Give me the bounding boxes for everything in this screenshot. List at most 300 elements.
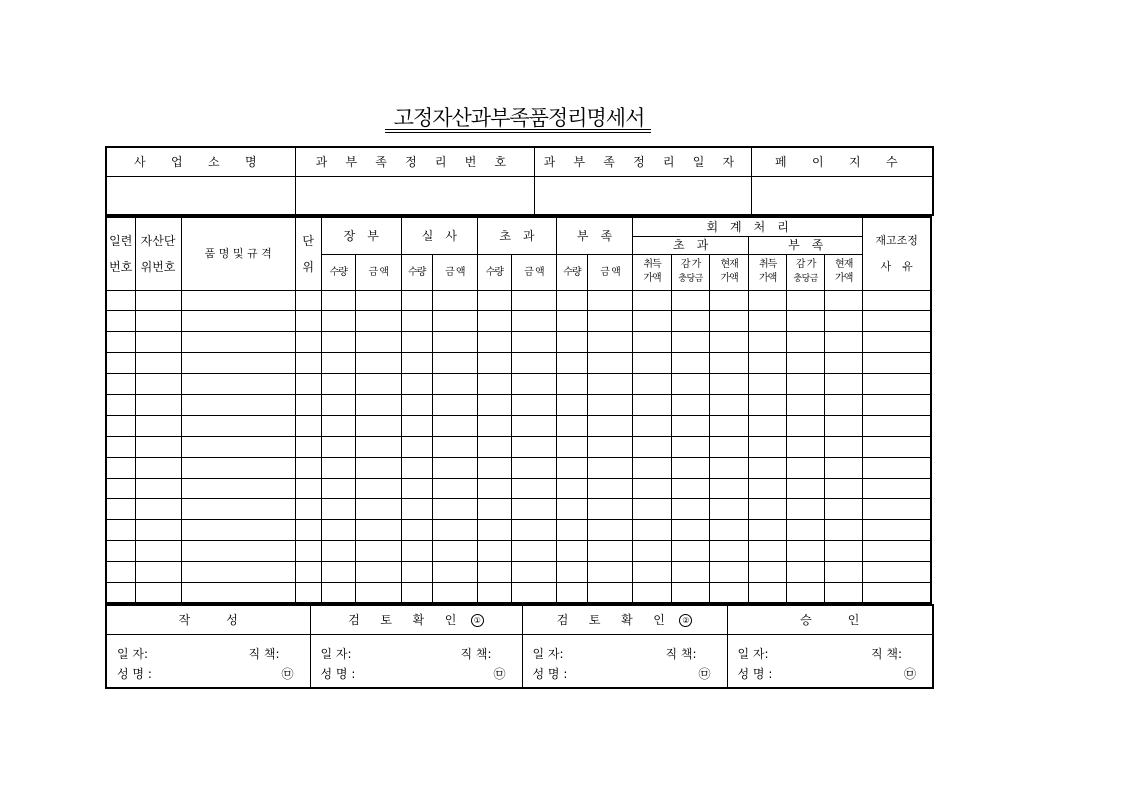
- table-cell[interactable]: [295, 457, 321, 478]
- table-cell[interactable]: [181, 394, 295, 415]
- table-cell[interactable]: [295, 353, 321, 374]
- table-cell[interactable]: [432, 353, 477, 374]
- table-cell[interactable]: [511, 457, 556, 478]
- table-cell[interactable]: [321, 394, 355, 415]
- table-cell[interactable]: [135, 457, 181, 478]
- table-cell[interactable]: [135, 332, 181, 353]
- table-cell[interactable]: [106, 290, 135, 311]
- table-cell[interactable]: [710, 541, 749, 562]
- table-cell[interactable]: [106, 582, 135, 603]
- table-cell[interactable]: [825, 332, 863, 353]
- table-cell[interactable]: [587, 457, 632, 478]
- seal-icon: ㉤: [281, 666, 294, 681]
- table-cell[interactable]: [135, 478, 181, 499]
- table-cell[interactable]: [295, 520, 321, 541]
- table-cell[interactable]: [401, 582, 432, 603]
- table-cell[interactable]: [106, 311, 135, 332]
- table-cell[interactable]: [556, 541, 587, 562]
- table-cell[interactable]: [863, 415, 931, 436]
- table-cell[interactable]: [355, 353, 401, 374]
- table-cell[interactable]: [633, 415, 672, 436]
- table-cell[interactable]: [710, 457, 749, 478]
- table-cell[interactable]: [556, 374, 587, 395]
- table-cell[interactable]: [749, 332, 787, 353]
- table-cell[interactable]: [556, 562, 587, 583]
- table-cell[interactable]: [355, 562, 401, 583]
- table-cell[interactable]: [787, 562, 825, 583]
- table-cell[interactable]: [321, 436, 355, 457]
- table-cell[interactable]: [295, 499, 321, 520]
- table-cell[interactable]: [477, 541, 511, 562]
- table-cell[interactable]: [556, 582, 587, 603]
- table-cell[interactable]: [587, 374, 632, 395]
- table-cell[interactable]: [633, 457, 672, 478]
- table-cell[interactable]: [355, 582, 401, 603]
- table-cell[interactable]: [477, 478, 511, 499]
- table-cell[interactable]: [295, 541, 321, 562]
- table-cell[interactable]: [556, 290, 587, 311]
- table-cell[interactable]: [295, 478, 321, 499]
- table-cell[interactable]: [511, 332, 556, 353]
- table-cell[interactable]: [432, 290, 477, 311]
- table-cell[interactable]: [355, 374, 401, 395]
- table-cell[interactable]: [787, 541, 825, 562]
- shortage-qty-header: 수량: [556, 254, 587, 290]
- table-cell[interactable]: [633, 394, 672, 415]
- table-cell[interactable]: [511, 541, 556, 562]
- table-cell[interactable]: [355, 290, 401, 311]
- table-cell[interactable]: [401, 353, 432, 374]
- table-cell[interactable]: [556, 353, 587, 374]
- table-cell[interactable]: [672, 374, 710, 395]
- table-cell[interactable]: [556, 457, 587, 478]
- table-cell[interactable]: [511, 415, 556, 436]
- review1-name-cell[interactable]: 성 명 : ㉤: [310, 661, 522, 688]
- table-cell[interactable]: [633, 541, 672, 562]
- table-cell[interactable]: [106, 520, 135, 541]
- table-cell[interactable]: [556, 394, 587, 415]
- table-cell[interactable]: [355, 541, 401, 562]
- table-cell[interactable]: [106, 415, 135, 436]
- table-cell[interactable]: [511, 394, 556, 415]
- table-cell[interactable]: [787, 520, 825, 541]
- table-cell[interactable]: [672, 394, 710, 415]
- table-cell[interactable]: [181, 499, 295, 520]
- table-cell[interactable]: [749, 541, 787, 562]
- table-cell[interactable]: [863, 332, 931, 353]
- table-cell[interactable]: [321, 520, 355, 541]
- table-cell[interactable]: [401, 415, 432, 436]
- table-cell[interactable]: [135, 415, 181, 436]
- table-cell[interactable]: [863, 541, 931, 562]
- table-cell[interactable]: [511, 311, 556, 332]
- table-cell[interactable]: [672, 353, 710, 374]
- table-cell[interactable]: [825, 290, 863, 311]
- table-cell[interactable]: [556, 478, 587, 499]
- table-cell[interactable]: [181, 353, 295, 374]
- table-cell[interactable]: [477, 499, 511, 520]
- table-cell[interactable]: [432, 394, 477, 415]
- table-cell[interactable]: [863, 520, 931, 541]
- table-cell[interactable]: [710, 436, 749, 457]
- table-cell[interactable]: [477, 436, 511, 457]
- table-cell[interactable]: [295, 394, 321, 415]
- approval-name-cell[interactable]: 성 명 : ㉤: [727, 661, 933, 688]
- table-cell[interactable]: [432, 415, 477, 436]
- table-cell[interactable]: [710, 415, 749, 436]
- table-cell[interactable]: [355, 394, 401, 415]
- table-cell[interactable]: [587, 311, 632, 332]
- table-cell[interactable]: [321, 562, 355, 583]
- table-cell[interactable]: [825, 541, 863, 562]
- table-cell[interactable]: [432, 311, 477, 332]
- table-cell[interactable]: [135, 499, 181, 520]
- table-cell[interactable]: [787, 582, 825, 603]
- table-cell[interactable]: [181, 541, 295, 562]
- table-cell[interactable]: [710, 562, 749, 583]
- table-cell[interactable]: [295, 332, 321, 353]
- table-cell[interactable]: [787, 353, 825, 374]
- table-cell[interactable]: [401, 520, 432, 541]
- table-cell[interactable]: [135, 582, 181, 603]
- table-cell[interactable]: [181, 311, 295, 332]
- table-cell[interactable]: [672, 541, 710, 562]
- table-cell[interactable]: [863, 394, 931, 415]
- table-row: [106, 436, 931, 457]
- table-cell[interactable]: [432, 457, 477, 478]
- table-cell[interactable]: [672, 478, 710, 499]
- table-cell[interactable]: [511, 374, 556, 395]
- table-cell[interactable]: [106, 478, 135, 499]
- table-cell[interactable]: [556, 332, 587, 353]
- table-cell[interactable]: [672, 415, 710, 436]
- table-cell[interactable]: [401, 394, 432, 415]
- table-cell[interactable]: [825, 353, 863, 374]
- table-cell[interactable]: [135, 353, 181, 374]
- table-cell[interactable]: [633, 499, 672, 520]
- table-cell[interactable]: [135, 374, 181, 395]
- table-cell[interactable]: [355, 311, 401, 332]
- table-cell[interactable]: [135, 541, 181, 562]
- table-cell[interactable]: [749, 457, 787, 478]
- table-cell[interactable]: [749, 436, 787, 457]
- table-cell[interactable]: [181, 478, 295, 499]
- table-cell[interactable]: [863, 562, 931, 583]
- table-cell[interactable]: [321, 415, 355, 436]
- table-cell[interactable]: [401, 311, 432, 332]
- table-cell[interactable]: [106, 394, 135, 415]
- table-cell[interactable]: [710, 374, 749, 395]
- table-cell[interactable]: [633, 436, 672, 457]
- table-cell[interactable]: [477, 582, 511, 603]
- table-cell[interactable]: [710, 394, 749, 415]
- table-cell[interactable]: [710, 582, 749, 603]
- table-cell[interactable]: [825, 436, 863, 457]
- approval-date-cell[interactable]: 일 자: 직 책:: [727, 634, 933, 661]
- table-cell[interactable]: [825, 457, 863, 478]
- table-cell[interactable]: [477, 562, 511, 583]
- table-cell[interactable]: [749, 374, 787, 395]
- table-cell[interactable]: [633, 311, 672, 332]
- table-cell[interactable]: [135, 520, 181, 541]
- table-cell[interactable]: [825, 478, 863, 499]
- table-cell[interactable]: [477, 520, 511, 541]
- table-cell[interactable]: [295, 290, 321, 311]
- table-cell[interactable]: [863, 290, 931, 311]
- table-cell[interactable]: [432, 332, 477, 353]
- table-cell[interactable]: [787, 332, 825, 353]
- table-cell[interactable]: [749, 394, 787, 415]
- table-cell[interactable]: [825, 582, 863, 603]
- table-cell[interactable]: [295, 374, 321, 395]
- table-cell[interactable]: [672, 562, 710, 583]
- table-cell[interactable]: [587, 499, 632, 520]
- table-cell[interactable]: [181, 290, 295, 311]
- adjust-number-field[interactable]: [295, 176, 534, 215]
- table-cell[interactable]: [321, 457, 355, 478]
- table-cell[interactable]: [321, 374, 355, 395]
- table-cell[interactable]: [355, 499, 401, 520]
- table-cell[interactable]: [787, 499, 825, 520]
- table-cell[interactable]: [787, 415, 825, 436]
- table-cell[interactable]: [295, 311, 321, 332]
- table-cell[interactable]: [321, 290, 355, 311]
- table-cell[interactable]: [787, 457, 825, 478]
- table-cell[interactable]: [432, 562, 477, 583]
- table-cell[interactable]: [401, 478, 432, 499]
- table-cell[interactable]: [587, 582, 632, 603]
- table-cell[interactable]: [710, 353, 749, 374]
- table-cell[interactable]: [106, 562, 135, 583]
- table-cell[interactable]: [633, 520, 672, 541]
- review2-name-cell[interactable]: 성 명 : ㉤: [522, 661, 727, 688]
- table-cell[interactable]: [106, 374, 135, 395]
- table-cell[interactable]: [749, 478, 787, 499]
- table-cell[interactable]: [749, 520, 787, 541]
- table-cell[interactable]: [321, 353, 355, 374]
- table-cell[interactable]: [401, 290, 432, 311]
- table-cell[interactable]: [511, 499, 556, 520]
- table-cell[interactable]: [825, 499, 863, 520]
- table-cell[interactable]: [556, 499, 587, 520]
- table-cell[interactable]: [321, 478, 355, 499]
- table-cell[interactable]: [787, 374, 825, 395]
- table-cell[interactable]: [106, 541, 135, 562]
- table-cell[interactable]: [787, 478, 825, 499]
- table-cell[interactable]: [181, 436, 295, 457]
- prepared-name-cell[interactable]: 성 명 : ㉤: [106, 661, 310, 688]
- table-cell[interactable]: [321, 582, 355, 603]
- table-cell[interactable]: [633, 332, 672, 353]
- table-cell[interactable]: [672, 436, 710, 457]
- table-cell[interactable]: [633, 290, 672, 311]
- table-cell[interactable]: [787, 436, 825, 457]
- table-cell[interactable]: [710, 499, 749, 520]
- table-cell[interactable]: [749, 415, 787, 436]
- table-cell[interactable]: [825, 311, 863, 332]
- table-cell[interactable]: [432, 374, 477, 395]
- table-cell[interactable]: [106, 353, 135, 374]
- table-cell[interactable]: [749, 311, 787, 332]
- adjust-date-field[interactable]: [534, 176, 751, 215]
- prepared-date-cell[interactable]: 일 자: 직 책:: [106, 634, 310, 661]
- table-cell[interactable]: [749, 290, 787, 311]
- table-cell[interactable]: [401, 374, 432, 395]
- table-cell[interactable]: [432, 582, 477, 603]
- table-cell[interactable]: [401, 541, 432, 562]
- table-cell[interactable]: [401, 457, 432, 478]
- table-cell[interactable]: [181, 374, 295, 395]
- table-cell[interactable]: [633, 478, 672, 499]
- table-cell[interactable]: [825, 562, 863, 583]
- table-cell[interactable]: [587, 394, 632, 415]
- table-cell[interactable]: [321, 311, 355, 332]
- table-cell[interactable]: [321, 541, 355, 562]
- table-cell[interactable]: [355, 436, 401, 457]
- table-cell[interactable]: [355, 457, 401, 478]
- table-cell[interactable]: [710, 478, 749, 499]
- table-cell[interactable]: [863, 374, 931, 395]
- page-count-field[interactable]: [751, 176, 933, 215]
- table-cell[interactable]: [135, 290, 181, 311]
- table-cell[interactable]: [511, 562, 556, 583]
- table-cell[interactable]: [587, 332, 632, 353]
- table-cell[interactable]: [863, 311, 931, 332]
- table-cell[interactable]: [710, 290, 749, 311]
- table-cell[interactable]: [477, 415, 511, 436]
- table-cell[interactable]: [135, 311, 181, 332]
- table-cell[interactable]: [511, 353, 556, 374]
- table-cell[interactable]: [511, 436, 556, 457]
- table-cell[interactable]: [672, 457, 710, 478]
- table-cell[interactable]: [181, 562, 295, 583]
- table-cell[interactable]: [672, 582, 710, 603]
- table-cell[interactable]: [556, 415, 587, 436]
- table-cell[interactable]: [321, 499, 355, 520]
- table-cell[interactable]: [672, 332, 710, 353]
- table-cell[interactable]: [295, 562, 321, 583]
- table-cell[interactable]: [749, 499, 787, 520]
- table-cell[interactable]: [710, 520, 749, 541]
- table-cell[interactable]: [587, 353, 632, 374]
- table-cell[interactable]: [135, 562, 181, 583]
- table-cell[interactable]: [787, 290, 825, 311]
- table-cell[interactable]: [587, 541, 632, 562]
- table-cell[interactable]: [181, 520, 295, 541]
- table-cell[interactable]: [749, 353, 787, 374]
- table-cell[interactable]: [749, 562, 787, 583]
- business-name-field[interactable]: [106, 176, 295, 215]
- table-cell[interactable]: [106, 332, 135, 353]
- table-cell[interactable]: [556, 436, 587, 457]
- table-cell[interactable]: [863, 499, 931, 520]
- table-cell[interactable]: [477, 353, 511, 374]
- table-cell[interactable]: [181, 332, 295, 353]
- table-cell[interactable]: [355, 415, 401, 436]
- table-cell[interactable]: [863, 457, 931, 478]
- table-cell[interactable]: [863, 353, 931, 374]
- table-cell[interactable]: [432, 436, 477, 457]
- table-cell[interactable]: [863, 582, 931, 603]
- table-cell[interactable]: [633, 374, 672, 395]
- table-cell[interactable]: [401, 332, 432, 353]
- table-cell[interactable]: [672, 520, 710, 541]
- table-cell[interactable]: [135, 436, 181, 457]
- table-cell[interactable]: [587, 520, 632, 541]
- table-cell[interactable]: [672, 311, 710, 332]
- table-cell[interactable]: [355, 520, 401, 541]
- table-cell[interactable]: [587, 290, 632, 311]
- table-cell[interactable]: [477, 290, 511, 311]
- table-cell[interactable]: [587, 436, 632, 457]
- table-cell[interactable]: [556, 520, 587, 541]
- table-cell[interactable]: [432, 478, 477, 499]
- table-cell[interactable]: [787, 311, 825, 332]
- table-cell[interactable]: [863, 436, 931, 457]
- table-cell[interactable]: [477, 332, 511, 353]
- table-cell[interactable]: [106, 436, 135, 457]
- table-cell[interactable]: [295, 415, 321, 436]
- table-cell[interactable]: [511, 520, 556, 541]
- table-cell[interactable]: [587, 478, 632, 499]
- review1-date-cell[interactable]: 일 자: 직 책:: [310, 634, 522, 661]
- table-cell[interactable]: [295, 436, 321, 457]
- table-cell[interactable]: [401, 562, 432, 583]
- table-cell[interactable]: [672, 499, 710, 520]
- table-cell[interactable]: [401, 436, 432, 457]
- table-cell[interactable]: [863, 478, 931, 499]
- table-cell[interactable]: [749, 582, 787, 603]
- table-cell[interactable]: [672, 290, 710, 311]
- table-cell[interactable]: [511, 582, 556, 603]
- table-cell[interactable]: [401, 499, 432, 520]
- table-cell[interactable]: [181, 457, 295, 478]
- table-cell[interactable]: [587, 562, 632, 583]
- table-cell[interactable]: [556, 311, 587, 332]
- table-cell[interactable]: [710, 332, 749, 353]
- table-cell[interactable]: [477, 311, 511, 332]
- table-cell[interactable]: [355, 332, 401, 353]
- table-cell[interactable]: [106, 499, 135, 520]
- table-cell[interactable]: [825, 374, 863, 395]
- table-cell[interactable]: [633, 353, 672, 374]
- table-cell[interactable]: [295, 582, 321, 603]
- table-cell[interactable]: [355, 478, 401, 499]
- table-cell[interactable]: [477, 374, 511, 395]
- table-cell[interactable]: [587, 415, 632, 436]
- table-cell[interactable]: [633, 562, 672, 583]
- table-cell[interactable]: [511, 290, 556, 311]
- table-cell[interactable]: [432, 520, 477, 541]
- table-cell[interactable]: [633, 582, 672, 603]
- table-cell[interactable]: [825, 394, 863, 415]
- table-cell[interactable]: [825, 415, 863, 436]
- table-cell[interactable]: [181, 582, 295, 603]
- table-cell[interactable]: [321, 332, 355, 353]
- table-cell[interactable]: [135, 394, 181, 415]
- table-cell[interactable]: [181, 415, 295, 436]
- table-cell[interactable]: [825, 520, 863, 541]
- table-cell[interactable]: [432, 541, 477, 562]
- table-cell[interactable]: [787, 394, 825, 415]
- table-cell[interactable]: [710, 311, 749, 332]
- table-cell[interactable]: [477, 457, 511, 478]
- table-cell[interactable]: [432, 499, 477, 520]
- review2-date-cell[interactable]: 일 자: 직 책:: [522, 634, 727, 661]
- table-cell[interactable]: [477, 394, 511, 415]
- table-cell[interactable]: [511, 478, 556, 499]
- table-cell[interactable]: [106, 457, 135, 478]
